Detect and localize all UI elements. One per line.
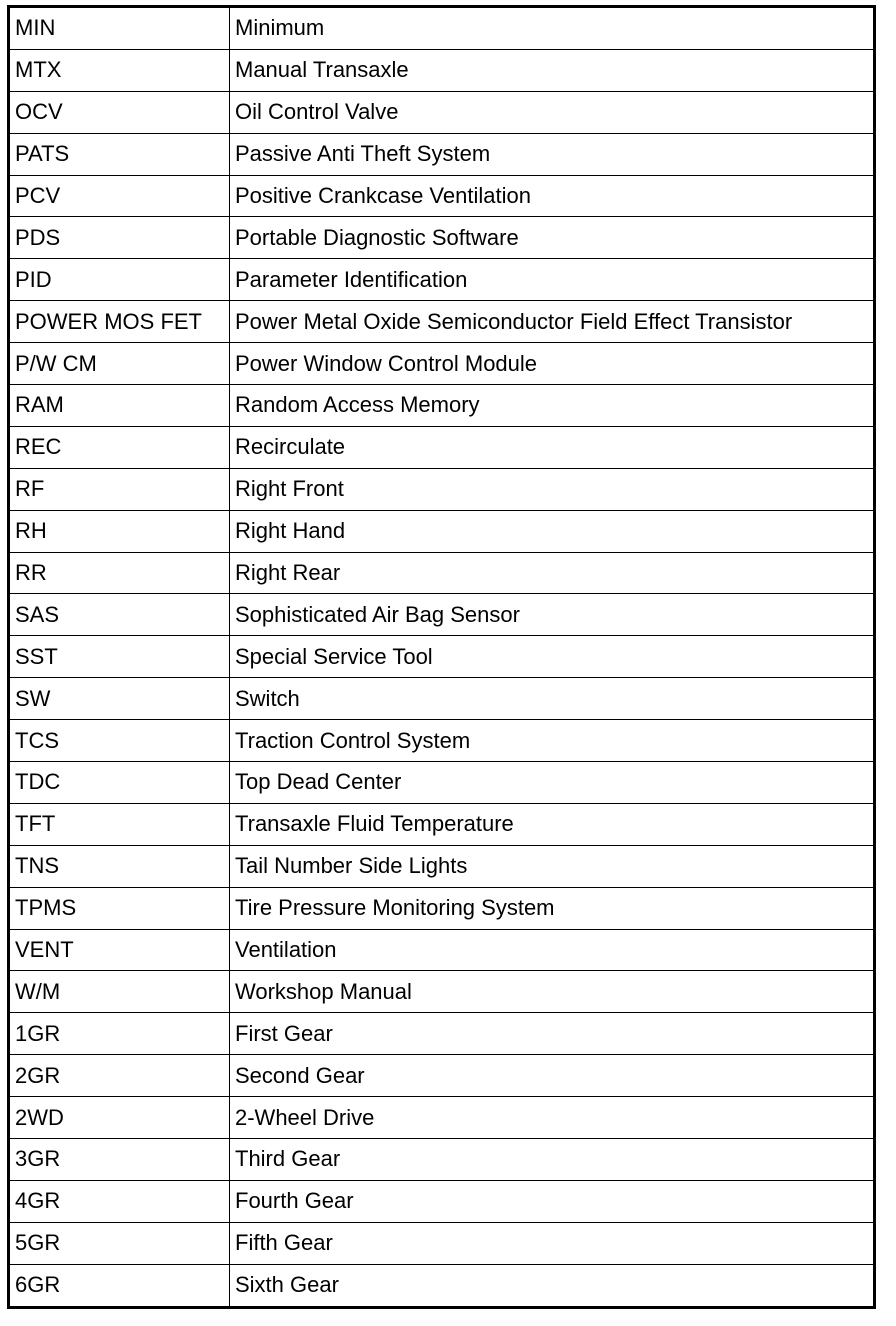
meaning-cell: Passive Anti Theft System bbox=[230, 133, 875, 175]
meaning-cell: Top Dead Center bbox=[230, 762, 875, 804]
meaning-cell: Right Front bbox=[230, 468, 875, 510]
meaning-cell: Recirculate bbox=[230, 426, 875, 468]
meaning-cell: Power Metal Oxide Semiconductor Field Effect Transistor bbox=[230, 301, 875, 343]
abbreviation-cell: POWER MOS FET bbox=[9, 301, 230, 343]
table-row bbox=[9, 720, 875, 762]
meaning-cell: Workshop Manual bbox=[230, 971, 875, 1013]
abbreviation-cell: RAM bbox=[9, 385, 230, 427]
meaning-cell: Sophisticated Air Bag Sensor bbox=[230, 594, 875, 636]
abbreviation-cell: PID bbox=[9, 259, 230, 301]
table-row bbox=[9, 845, 875, 887]
abbreviation-cell: 2GR bbox=[9, 1055, 230, 1097]
table-row bbox=[9, 762, 875, 804]
meaning-cell: Oil Control Valve bbox=[230, 91, 875, 133]
abbreviation-cell: TDC bbox=[9, 762, 230, 804]
table-row bbox=[9, 301, 875, 343]
table-row bbox=[9, 971, 875, 1013]
table-row bbox=[9, 7, 875, 50]
abbreviation-cell: OCV bbox=[9, 91, 230, 133]
abbreviation-cell: TCS bbox=[9, 720, 230, 762]
table-row bbox=[9, 1097, 875, 1139]
table-row bbox=[9, 133, 875, 175]
meaning-cell: Random Access Memory bbox=[230, 385, 875, 427]
meaning-cell: Positive Crankcase Ventilation bbox=[230, 175, 875, 217]
abbreviation-cell: P/W CM bbox=[9, 343, 230, 385]
meaning-cell: Special Service Tool bbox=[230, 636, 875, 678]
meaning-cell: Transaxle Fluid Temperature bbox=[230, 803, 875, 845]
table-row bbox=[9, 929, 875, 971]
meaning-cell: Right Rear bbox=[230, 552, 875, 594]
meaning-cell: Tire Pressure Monitoring System bbox=[230, 887, 875, 929]
meaning-cell: Right Hand bbox=[230, 510, 875, 552]
abbreviation-cell: W/M bbox=[9, 971, 230, 1013]
table-row bbox=[9, 678, 875, 720]
abbreviation-cell: RH bbox=[9, 510, 230, 552]
meaning-cell: First Gear bbox=[230, 1013, 875, 1055]
meaning-cell: Fourth Gear bbox=[230, 1180, 875, 1222]
abbreviation-cell: MIN bbox=[9, 7, 230, 50]
table-row bbox=[9, 385, 875, 427]
meaning-cell: Third Gear bbox=[230, 1139, 875, 1181]
meaning-cell: Portable Diagnostic Software bbox=[230, 217, 875, 259]
meaning-cell: Power Window Control Module bbox=[230, 343, 875, 385]
abbreviation-cell: REC bbox=[9, 426, 230, 468]
table-row bbox=[9, 1222, 875, 1264]
table-row bbox=[9, 343, 875, 385]
abbreviation-cell: PCV bbox=[9, 175, 230, 217]
table-row bbox=[9, 426, 875, 468]
table-row bbox=[9, 1180, 875, 1222]
abbreviation-table bbox=[7, 5, 876, 1309]
abbreviation-cell: MTX bbox=[9, 49, 230, 91]
meaning-cell: Tail Number Side Lights bbox=[230, 845, 875, 887]
table-row bbox=[9, 468, 875, 510]
abbreviation-cell: 1GR bbox=[9, 1013, 230, 1055]
table-row bbox=[9, 1139, 875, 1181]
meaning-cell: Sixth Gear bbox=[230, 1264, 875, 1307]
abbreviation-cell: VENT bbox=[9, 929, 230, 971]
abbreviation-cell: TFT bbox=[9, 803, 230, 845]
meaning-cell: Minimum bbox=[230, 7, 875, 50]
table-row bbox=[9, 1055, 875, 1097]
table-row bbox=[9, 217, 875, 259]
meaning-cell: Parameter Identification bbox=[230, 259, 875, 301]
table-row bbox=[9, 91, 875, 133]
table-row bbox=[9, 636, 875, 678]
meaning-cell: 2-Wheel Drive bbox=[230, 1097, 875, 1139]
table-row bbox=[9, 49, 875, 91]
meaning-cell: Second Gear bbox=[230, 1055, 875, 1097]
meaning-cell: Traction Control System bbox=[230, 720, 875, 762]
meaning-cell: Manual Transaxle bbox=[230, 49, 875, 91]
abbreviation-cell: TPMS bbox=[9, 887, 230, 929]
abbreviation-cell: 3GR bbox=[9, 1139, 230, 1181]
table-row bbox=[9, 803, 875, 845]
abbreviation-cell: SAS bbox=[9, 594, 230, 636]
abbreviation-cell: PDS bbox=[9, 217, 230, 259]
meaning-cell: Ventilation bbox=[230, 929, 875, 971]
table-row bbox=[9, 175, 875, 217]
abbreviation-cell: TNS bbox=[9, 845, 230, 887]
abbreviation-cell: SW bbox=[9, 678, 230, 720]
abbreviation-cell: RR bbox=[9, 552, 230, 594]
table-row bbox=[9, 1013, 875, 1055]
table-row bbox=[9, 552, 875, 594]
abbreviation-cell: PATS bbox=[9, 133, 230, 175]
table-row bbox=[9, 594, 875, 636]
table-row bbox=[9, 259, 875, 301]
meaning-cell: Fifth Gear bbox=[230, 1222, 875, 1264]
abbreviation-table-body bbox=[9, 7, 875, 1308]
abbreviation-cell: 5GR bbox=[9, 1222, 230, 1264]
abbreviation-cell: RF bbox=[9, 468, 230, 510]
table-row bbox=[9, 1264, 875, 1307]
abbreviation-cell: 4GR bbox=[9, 1180, 230, 1222]
table-row bbox=[9, 510, 875, 552]
abbreviation-cell: 2WD bbox=[9, 1097, 230, 1139]
abbreviation-cell: SST bbox=[9, 636, 230, 678]
meaning-cell: Switch bbox=[230, 678, 875, 720]
abbreviation-cell: 6GR bbox=[9, 1264, 230, 1307]
table-row bbox=[9, 887, 875, 929]
